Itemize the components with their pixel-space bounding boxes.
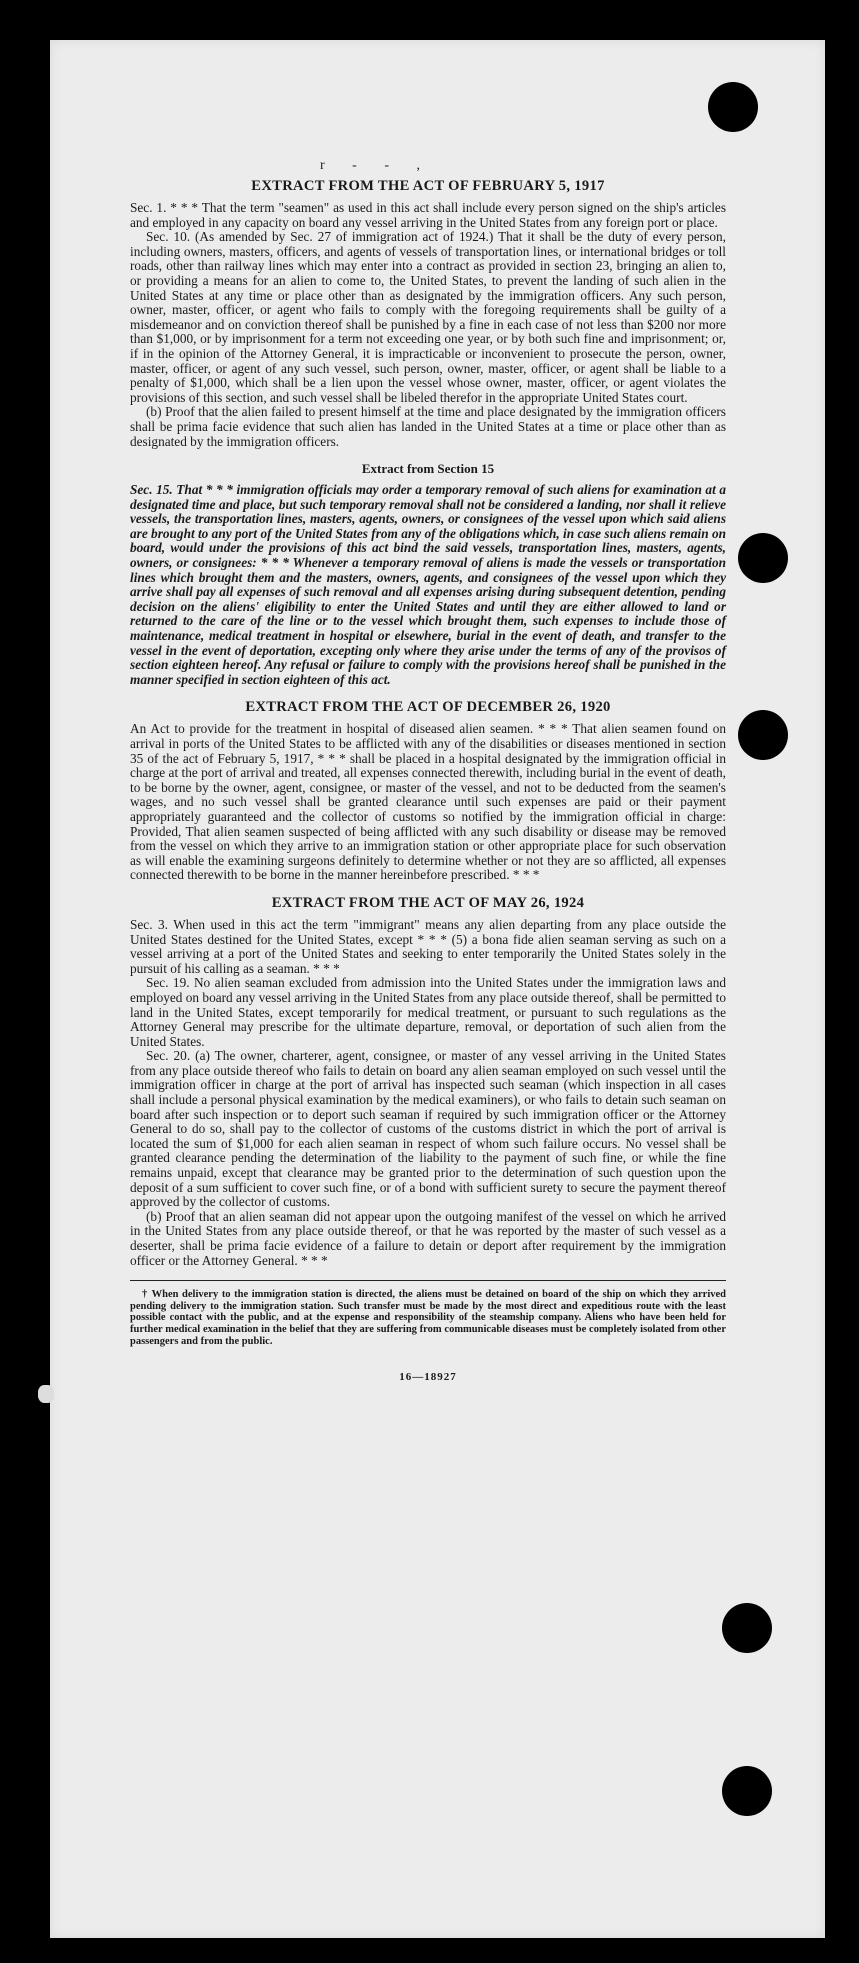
paragraph: An Act to provide for the treatment in hospital of diseased alien seamen. * * * That alien seamen found on arrival in ports of the United States to be afflicted with any of the disabilities or diseases mentioned in section 35 of the act of February 5, 1917, * * * shall be placed in a hospital designated by the immigration official in charge at the port of arrival and treated, all expenses connected therewith, including burial in the event of death, to be borne by the owner, agent, consignee, or master of the vessel, and not to be deducted from the seamen's wages, and no such vessel shall be granted clearance until such expenses are paid or their payment appropriately guaranteed and the collector of customs so notified by the immigration official in charge: Provided, That alien seamen suspected of being afflicted with any such disability or disease may be removed from the vessel on which they arrive to an immigration station or other appropriate place for such observation as will enable the examining surgeons definitely to determine whether or not they are so afflicted, all expenses connected therewith to be borne in the manner hereinbefore prescribed. * * * xyxy=(130,721,726,883)
paragraph: Sec. 1. * * * That the term "seamen" as used in this act shall include every person signed on the ship's articles and employed in any capacity on board any vessel arriving in the United States from any foreign port or place. xyxy=(130,200,726,230)
stray-marks: r - - , xyxy=(320,158,432,173)
section-may-1924 xyxy=(130,895,726,1268)
punch-hole-1 xyxy=(708,82,758,132)
punch-hole-3 xyxy=(738,710,788,760)
paragraph: Sec. 19. No alien seaman excluded from admission into the United States under the immigration laws and employed on board any vessel arriving in the United States from any place outside thereof, shall be permitted to land in the United States, except temporarily for medical treatment, or pursuant to such regulations as the Attorney General may prescribe for the ultimate departure, removal, or deportation of such alien from the United States. xyxy=(130,975,726,1049)
page-number: 16—18927 xyxy=(399,1371,457,1384)
paragraph: Sec. 3. When used in this act the term "immigrant" means any alien departing from any place outside the United States destined for the United States, except * * * (5) a bona fide alien seaman serving as such on a vessel arriving at a port of the United States and seeking to enter temporarily the United States solely in the pursuit of his calling as a seaman. * * * xyxy=(130,916,726,976)
paragraph: (b) Proof that an alien seaman did not appear upon the outgoing manifest of the vessel on which he arrived in the United States from any place outside thereof, or that he was reported by the master of such vessel as a deserter, shall be prima facie evidence of a failure to detain or deport after requirement by the immigration officer or the Attorney General. * * * xyxy=(130,1208,726,1268)
footnote-divider xyxy=(130,1280,726,1281)
paragraph: Sec. 20. (a) The owner, charterer, agent, consignee, or master of any vessel arriving in the United States from any place outside thereof who fails to detain on board any alien seaman employed on such vessel until the immigration officer in charge at the port of arrival has inspected such seaman (which inspection in all cases shall include a personal physical examination by the medical examiners), or who fails to detain such seaman on board after such inspection or to deport such seaman if required by such immigration officer or the Attorney General to do so, shall pay to the collector of customs of the customs district in which the port of arrival is located the sum of $1,000 for each alien seaman in respect of whom such failure occurs. No vessel shall be granted clearance pending the determination of the liability to the payment of such fine, or while the fine remains unpaid, except that clearance may be granted prior to the determination of such question upon the deposit of a sum sufficient to cover such fine, or of a bond with sufficient surety to secure the payment thereof approved by the collector of customs. xyxy=(130,1048,726,1210)
paragraph: Sec. 15. That * * * immigration officials may order a temporary removal of such aliens for examination at a designated time and place, but such temporary removal shall not be considered a landing, nor shall it relieve vessels, the transportation lines, masters, agents, owners, or consignees of the vessel upon which said aliens are brought to any port of the United States from any of the obligations which, in case such aliens remain on board, would under the provisions of this act bind the said vessels, transportation lines, masters, agents, owners, or consignees: * * * Whenever a temporary removal of aliens is made the vessels or transportation lines which brought them and the masters, owners, agents, and consignees of the vessel upon which they arrive shall pay all expenses of such removal and all expenses arising during subsequent detention, pending decision on the aliens' eligibility to enter the United States and until they are either allowed to land or returned to the care of the line or to the vessel which brought them, such expenses to include those of maintenance, medical treatment in hospital or elsewhere, burial in the event of death, and transfer to the vessel in the event of deportation, excepting only where they arise under the terms of any of the provisos of section eighteen hereof. Any refusal or failure to comply with the provisions hereof shall be punished in the manner specified in section eighteen of this act. xyxy=(130,482,726,687)
paper-flaw xyxy=(38,1385,54,1403)
punch-hole-2 xyxy=(738,533,788,583)
section-title: EXTRACT FROM THE ACT OF FEBRUARY 5, 1917 xyxy=(251,178,605,194)
section-dec-1920 xyxy=(130,699,726,883)
footnote-text: † When delivery to the immigration station is directed, the aliens must be detained on board of the ship on which they arrived pending delivery to the immigration station. Such transfer must be made by the most direct and expeditious route with the least possible contact with the public, and at the expense and responsibility of the steamship company. Aliens who have been held for further medical examination in the belief that they are suffering from communicable diseases must be completely isolated from other passengers and from the public. xyxy=(130,1289,726,1347)
section-feb-1917 xyxy=(130,178,726,449)
footnote xyxy=(130,1289,726,1347)
section-title: Extract from Section 15 xyxy=(361,461,495,477)
document-body xyxy=(130,178,726,1383)
section-title: EXTRACT FROM THE ACT OF MAY 26, 1924 xyxy=(271,894,585,911)
section-title: EXTRACT FROM THE ACT OF DECEMBER 26, 1920 xyxy=(245,699,611,716)
punch-hole-4 xyxy=(722,1603,772,1653)
paragraph: (b) Proof that the alien failed to present himself at the time and place designated by the immigration officers shall be prima facie evidence that such alien has landed in the United States at a time or place other than as designated by the immigration officers. xyxy=(130,404,726,449)
punch-hole-5 xyxy=(722,1766,772,1816)
section-15 xyxy=(130,461,726,687)
paragraph: Sec. 10. (As amended by Sec. 27 of immigration act of 1924.) That it shall be the duty of every person, including owners, masters, officers, and agents of vessels of transportation lines, or international bridges or toll roads, other than railway lines which may enter into a contract as provided in section 23, bringing an alien to, or providing a means for an alien to come to, the United States, to prevent the landing of such alien in the United States at any time or place other than as designated by the immigration officers. Any such person, owner, master, officer, or agent who fails to comply with the foregoing requirements shall be guilty of a misdemeanor and on conviction thereof shall be punished by a fine in each case of not less than $200 nor more than $1,000, or by imprisonment for a term not exceeding one year, or by both such fine and imprisonment; or, if in the opinion of the Attorney General, it is impracticable or inconvenient to prosecute the person, owner, master, officer, or agent of any such vessel, such person, owner, master, officer, or agent shall be liable to a penalty of $1,000, which shall be a lien upon the vessel whose owner, master, officer, or agent violates the provisions of this section, and such vessel shall be libeled therefor in the appropriate United States court. xyxy=(130,229,726,405)
